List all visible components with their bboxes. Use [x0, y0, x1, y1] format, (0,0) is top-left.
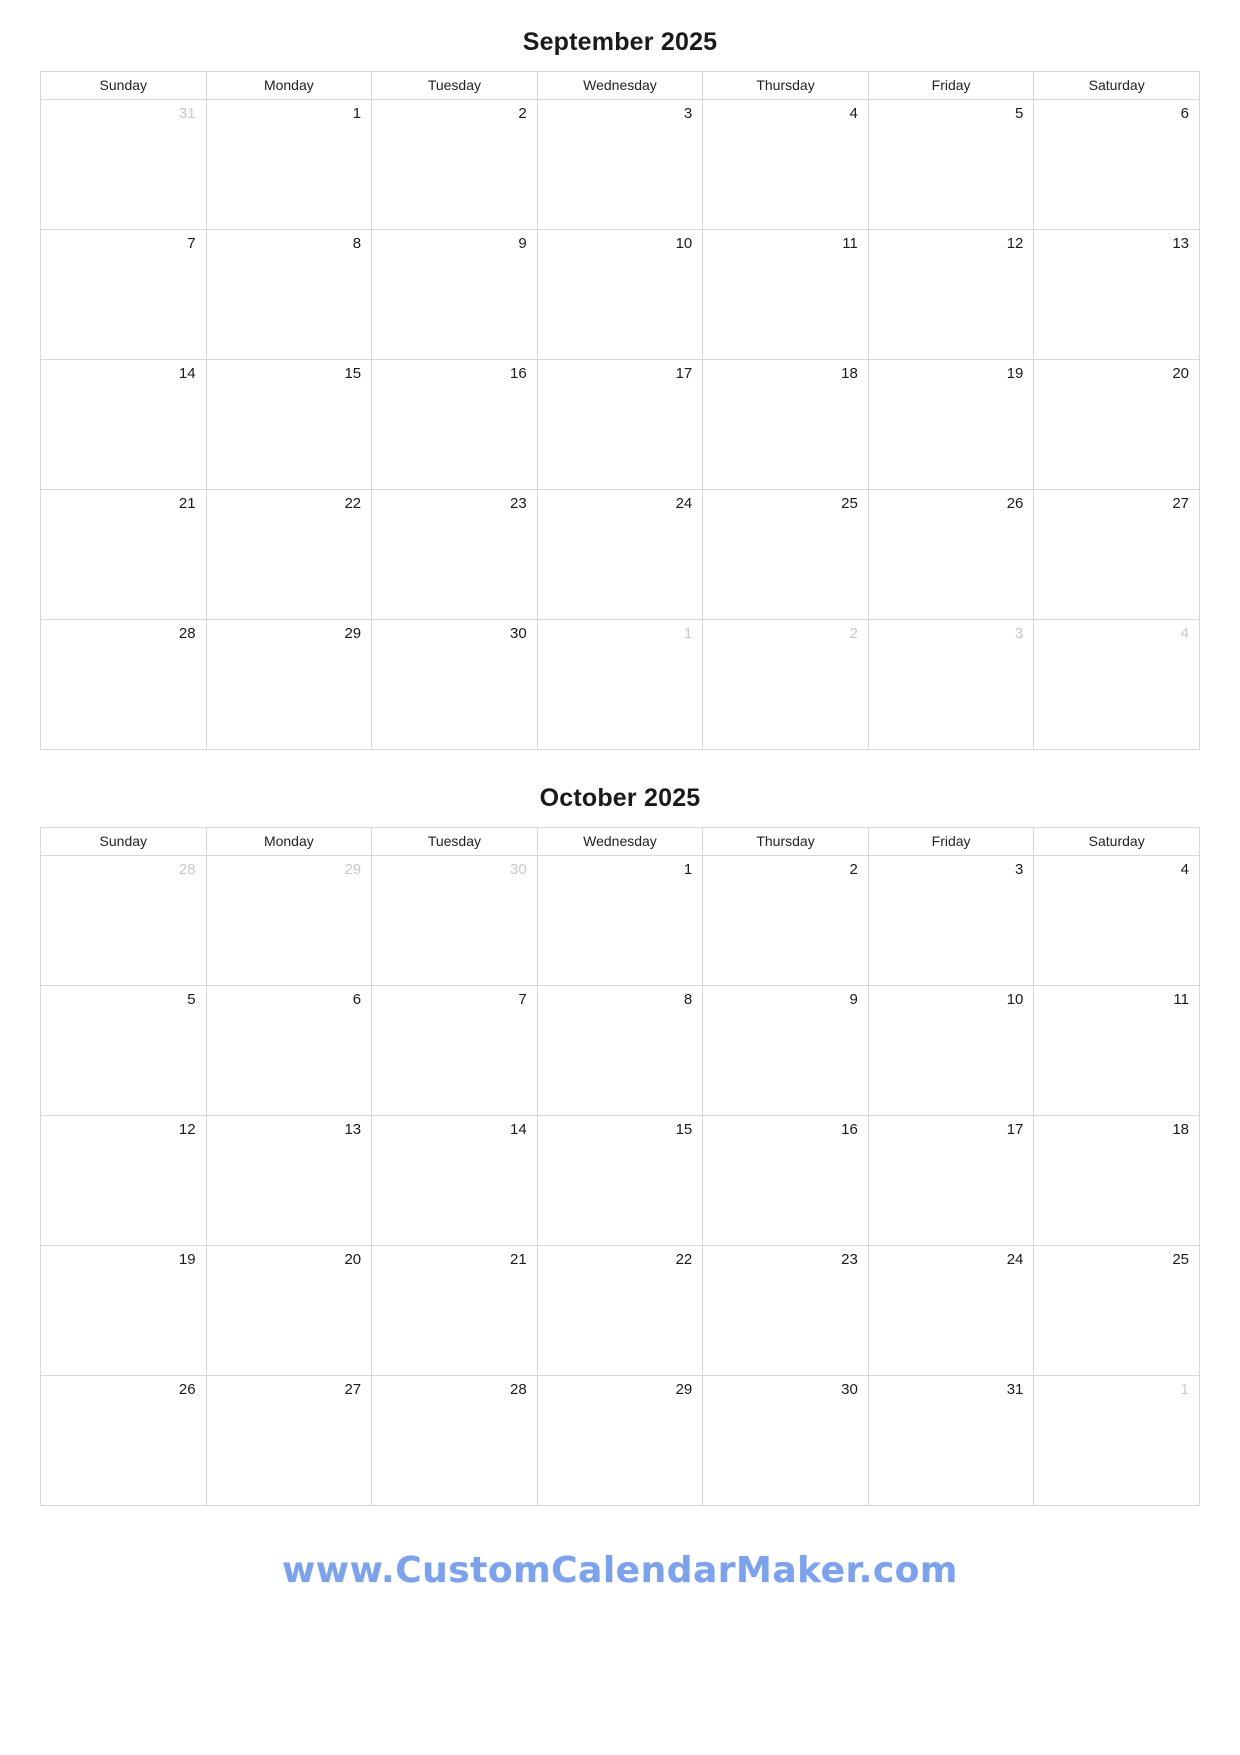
weekday-header-saturday: Saturday — [1034, 72, 1200, 100]
day-number: 22 — [675, 1251, 693, 1268]
weekday-header-sunday: Sunday — [41, 828, 207, 856]
day-cell[interactable] — [41, 1376, 207, 1506]
day-number: 17 — [675, 365, 693, 382]
day-number: 31 — [1006, 1381, 1024, 1398]
day-number: 2 — [849, 625, 858, 642]
calendar-week-row — [41, 620, 1200, 750]
calendar-table-september — [40, 71, 1200, 750]
calendar-body-october — [41, 856, 1200, 1506]
weekday-header-sunday: Sunday — [41, 72, 207, 100]
day-number: 21 — [510, 1251, 527, 1268]
day-cell[interactable] — [206, 360, 372, 490]
day-cell[interactable] — [868, 1246, 1034, 1376]
weekday-header-row-october — [41, 828, 1200, 856]
day-number: 18 — [1172, 1121, 1189, 1138]
day-cell[interactable] — [372, 360, 538, 490]
day-number: 14 — [510, 1121, 527, 1138]
day-number: 23 — [841, 1251, 858, 1268]
day-number: 27 — [1172, 495, 1189, 512]
day-number: 16 — [841, 1121, 858, 1138]
day-cell[interactable] — [41, 1246, 207, 1376]
weekday-header-tuesday: Tuesday — [372, 828, 538, 856]
day-number: 30 — [510, 625, 527, 642]
day-cell[interactable] — [868, 1376, 1034, 1506]
calendar-body-september — [41, 100, 1200, 750]
day-cell[interactable] — [41, 856, 207, 986]
weekday-header-row-september — [41, 72, 1200, 100]
day-number: 9 — [518, 235, 527, 252]
day-cell[interactable] — [41, 620, 207, 750]
day-number: 18 — [841, 365, 858, 382]
weekday-header-thursday: Thursday — [703, 72, 869, 100]
day-number: 23 — [510, 495, 527, 512]
day-cell[interactable] — [703, 986, 869, 1116]
day-number: 12 — [1006, 235, 1024, 252]
calendar-week-row — [41, 856, 1200, 986]
day-cell[interactable] — [41, 490, 207, 620]
day-cell[interactable] — [868, 620, 1034, 750]
day-number: 28 — [510, 1381, 527, 1398]
day-number: 5 — [187, 991, 196, 1008]
day-cell[interactable] — [537, 230, 703, 360]
day-cell[interactable] — [537, 1376, 703, 1506]
calendar-week-row — [41, 360, 1200, 490]
day-number: 2 — [518, 105, 527, 122]
day-cell[interactable] — [537, 1116, 703, 1246]
calendar-week-row — [41, 490, 1200, 620]
website-link[interactable]: www.CustomCalendarMaker.com — [282, 1550, 958, 1591]
day-cell[interactable] — [372, 1376, 538, 1506]
day-cell[interactable] — [1034, 360, 1200, 490]
day-cell[interactable] — [41, 230, 207, 360]
day-number: 4 — [849, 105, 858, 122]
day-cell[interactable] — [1034, 620, 1200, 750]
day-number: 29 — [344, 861, 362, 878]
day-cell[interactable] — [372, 986, 538, 1116]
day-number: 9 — [849, 991, 858, 1008]
day-number: 12 — [178, 1121, 196, 1138]
day-cell[interactable] — [703, 100, 869, 230]
month-block-october — [40, 784, 1200, 1506]
page-title-september: September 2025 — [522, 28, 718, 56]
weekday-header-monday: Monday — [206, 72, 372, 100]
day-number: 20 — [344, 1251, 362, 1268]
day-number: 14 — [178, 365, 196, 382]
day-number: 4 — [1180, 625, 1189, 642]
day-cell[interactable] — [206, 1116, 372, 1246]
day-number: 4 — [1180, 861, 1189, 878]
day-number: 25 — [841, 495, 858, 512]
day-cell[interactable] — [537, 856, 703, 986]
day-number: 28 — [178, 625, 196, 642]
day-cell[interactable] — [206, 856, 372, 986]
day-cell[interactable] — [372, 620, 538, 750]
day-number: 2 — [849, 861, 858, 878]
day-cell[interactable] — [1034, 490, 1200, 620]
day-number: 19 — [178, 1251, 196, 1268]
day-cell[interactable] — [703, 1376, 869, 1506]
day-number: 15 — [675, 1121, 693, 1138]
day-cell[interactable] — [1034, 1376, 1200, 1506]
day-cell[interactable] — [206, 1376, 372, 1506]
day-number: 30 — [841, 1381, 858, 1398]
calendar-week-row — [41, 1246, 1200, 1376]
page-title-october: October 2025 — [539, 784, 701, 812]
day-number: 1 — [683, 861, 693, 878]
weekday-header-friday: Friday — [868, 828, 1034, 856]
day-number: 25 — [1172, 1251, 1189, 1268]
weekday-header-friday: Friday — [868, 72, 1034, 100]
day-cell[interactable] — [1034, 230, 1200, 360]
day-number: 20 — [1172, 365, 1189, 382]
day-cell[interactable] — [868, 856, 1034, 986]
day-number: 1 — [1180, 1381, 1189, 1398]
calendar-week-row — [41, 230, 1200, 360]
day-cell[interactable] — [868, 490, 1034, 620]
day-number: 21 — [178, 495, 196, 512]
day-number: 19 — [1006, 365, 1024, 382]
day-cell[interactable] — [372, 490, 538, 620]
day-cell[interactable] — [372, 100, 538, 230]
day-cell[interactable] — [372, 230, 538, 360]
day-cell[interactable] — [703, 1116, 869, 1246]
day-cell[interactable] — [1034, 1116, 1200, 1246]
weekday-header-thursday: Thursday — [703, 828, 869, 856]
calendar-week-row — [41, 1376, 1200, 1506]
day-number: 30 — [510, 861, 527, 878]
day-cell[interactable] — [537, 620, 703, 750]
day-cell[interactable] — [1034, 100, 1200, 230]
weekday-header-saturday: Saturday — [1034, 828, 1200, 856]
day-number: 22 — [344, 495, 362, 512]
day-cell[interactable] — [703, 230, 869, 360]
day-cell[interactable] — [537, 490, 703, 620]
day-cell[interactable] — [41, 100, 207, 230]
day-cell[interactable] — [868, 1116, 1034, 1246]
day-number: 29 — [675, 1381, 693, 1398]
day-number: 17 — [1006, 1121, 1024, 1138]
day-cell[interactable] — [537, 1246, 703, 1376]
day-number: 13 — [344, 1121, 362, 1138]
day-cell[interactable] — [372, 1116, 538, 1246]
weekday-header-tuesday: Tuesday — [372, 72, 538, 100]
day-cell[interactable] — [703, 1246, 869, 1376]
day-cell[interactable] — [1034, 1246, 1200, 1376]
day-number: 3 — [1015, 625, 1024, 642]
day-number: 10 — [675, 235, 693, 252]
day-number: 8 — [352, 235, 362, 252]
day-number: 27 — [344, 1381, 362, 1398]
day-cell[interactable] — [703, 856, 869, 986]
day-number: 26 — [1006, 495, 1024, 512]
day-cell[interactable] — [372, 1246, 538, 1376]
day-number: 10 — [1006, 991, 1024, 1008]
day-number: 16 — [510, 365, 527, 382]
month-block-september — [40, 28, 1200, 750]
day-cell[interactable] — [868, 360, 1034, 490]
day-cell[interactable] — [703, 490, 869, 620]
day-number: 29 — [344, 625, 362, 642]
calendar-week-row — [41, 986, 1200, 1116]
day-cell[interactable] — [41, 986, 207, 1116]
day-cell[interactable] — [206, 490, 372, 620]
calendar-table-october — [40, 827, 1200, 1506]
calendar-week-row — [41, 100, 1200, 230]
day-number: 5 — [1015, 105, 1024, 122]
day-cell[interactable] — [868, 230, 1034, 360]
calendar-week-row — [41, 1116, 1200, 1246]
day-cell[interactable] — [41, 360, 207, 490]
day-cell[interactable] — [703, 620, 869, 750]
day-cell[interactable] — [206, 620, 372, 750]
day-number: 11 — [1173, 991, 1189, 1008]
day-cell[interactable] — [537, 100, 703, 230]
day-cell[interactable] — [206, 100, 372, 230]
day-number: 7 — [187, 235, 196, 252]
day-number: 6 — [352, 991, 362, 1008]
day-number: 28 — [178, 861, 196, 878]
day-number: 13 — [1172, 235, 1189, 252]
day-number: 3 — [683, 105, 693, 122]
day-cell[interactable] — [868, 986, 1034, 1116]
day-cell[interactable] — [868, 100, 1034, 230]
day-cell[interactable] — [703, 360, 869, 490]
day-number: 11 — [842, 235, 858, 252]
day-number: 7 — [518, 991, 527, 1008]
day-cell[interactable] — [206, 1246, 372, 1376]
day-number: 24 — [1006, 1251, 1024, 1268]
day-cell[interactable] — [537, 360, 703, 490]
day-number: 1 — [683, 625, 693, 642]
day-number: 31 — [178, 105, 196, 122]
day-cell[interactable] — [537, 986, 703, 1116]
month-spacer — [40, 750, 1200, 784]
day-cell[interactable] — [41, 1116, 207, 1246]
day-number: 6 — [1180, 105, 1189, 122]
day-number: 24 — [675, 495, 693, 512]
day-cell[interactable] — [1034, 986, 1200, 1116]
day-number: 15 — [344, 365, 362, 382]
day-number: 1 — [352, 105, 362, 122]
day-number: 26 — [178, 1381, 196, 1398]
day-cell[interactable] — [1034, 856, 1200, 986]
weekday-header-monday: Monday — [206, 828, 372, 856]
footer — [40, 1550, 1200, 1591]
day-cell[interactable] — [372, 856, 538, 986]
day-cell[interactable] — [206, 230, 372, 360]
day-number: 8 — [683, 991, 693, 1008]
weekday-header-wednesday: Wednesday — [537, 72, 703, 100]
day-number: 3 — [1015, 861, 1024, 878]
weekday-header-wednesday: Wednesday — [537, 828, 703, 856]
day-cell[interactable] — [206, 986, 372, 1116]
